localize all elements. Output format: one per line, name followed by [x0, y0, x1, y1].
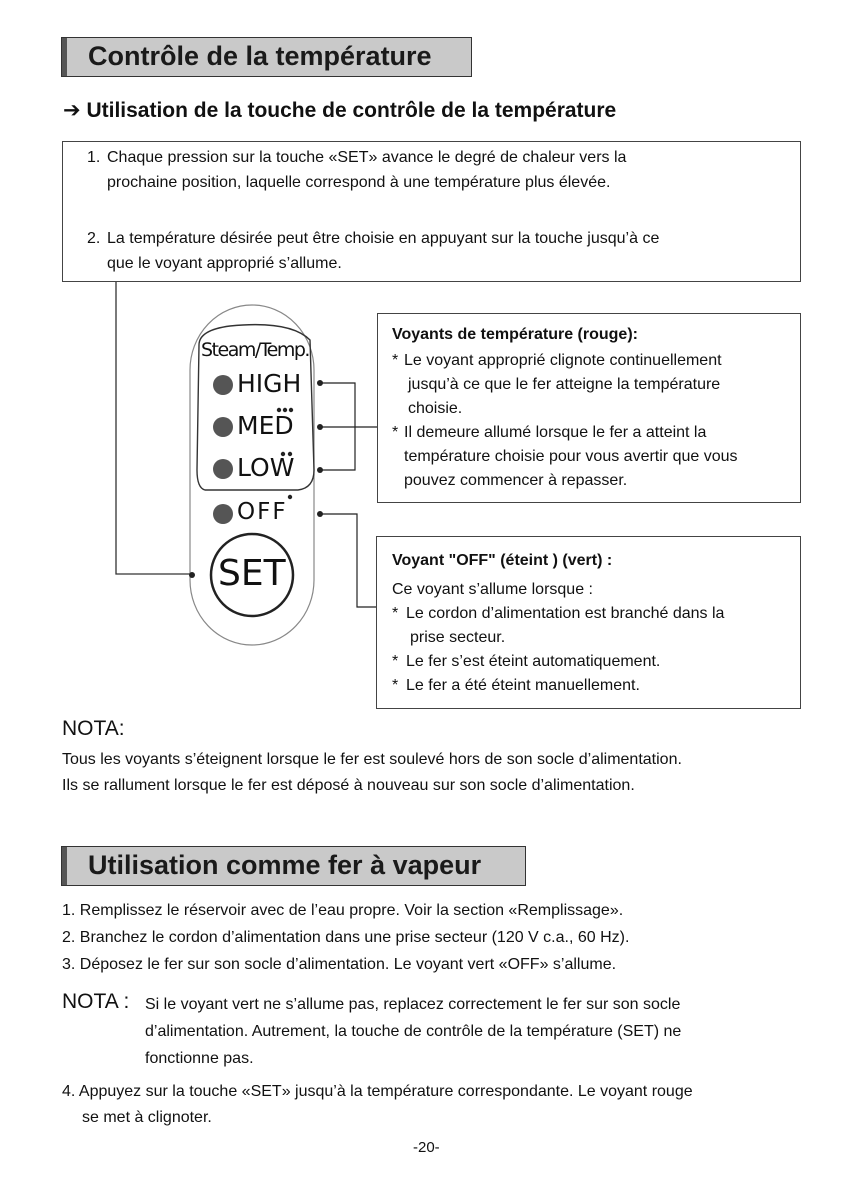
section-title-text: Contrôle de la température	[88, 41, 432, 71]
page-number: -20-	[413, 1139, 440, 1156]
step-4-line-2: se met à clignoter.	[82, 1109, 212, 1126]
green-box-intro: Ce voyant s’allume lorsque :	[392, 581, 593, 598]
panel-header: Steam/Temp.	[201, 339, 309, 361]
red-box-item-1-line-2: jusqu’à ce que le fer atteigne la température	[408, 376, 721, 393]
green-box-title: Voyant "OFF" (éteint ) (vert) :	[392, 552, 613, 569]
low-label: LOW	[237, 453, 295, 482]
nota2-line-3: fonctionne pas.	[145, 1050, 254, 1067]
step-4-line-1: 4. Appuyez sur la touche «SET» jusqu’à la température correspondante. Le voyant rouge	[62, 1083, 693, 1100]
instruction-1-num: 1.	[87, 149, 101, 166]
instruction-2-num: 2.	[87, 230, 101, 247]
red-box-item-2-line-1: Il demeure allumé lorsque le fer a atteint la	[404, 424, 707, 441]
green-indicator-info-box: Voyant "OFF" (éteint ) (vert) : Ce voyant s’allume lorsque : * Le cordon d’alimentation est branché dans la prise secteur. * Le fer s’est éteint automatiquement. * Le fer a été éteint manuellement.	[376, 536, 801, 709]
red-box-item-1-line-1: Le voyant approprié clignote continuellement	[404, 352, 722, 369]
med-label: MED	[237, 411, 294, 440]
nota2-line-2: d’alimentation. Autrement, la touche de contrôle de la température (SET) ne	[145, 1023, 682, 1040]
arrow-icon: ➔	[63, 99, 81, 122]
set-leader-line	[116, 282, 192, 574]
green-box-item-2-line-1: Le fer s’est éteint automatiquement.	[406, 653, 661, 670]
nota-label: NOTA:	[62, 717, 125, 740]
subheading-text: Utilisation de la touche de contrôle de la température	[86, 99, 617, 122]
off-label: OFF	[237, 499, 288, 525]
instruction-2-line-2: que le voyant approprié s’allume.	[107, 255, 342, 272]
step-3: 3. Déposez le fer sur son socle d’alimentation. Le voyant vert «OFF» s’allume.	[62, 956, 617, 973]
high-indicator	[213, 375, 233, 395]
red-box-item-2-line-3: pouvez commencer à repasser.	[404, 472, 628, 489]
nota-line-1: Tous les voyants s’éteignent lorsque le fer est soulevé hors de son socle d’alimentation.	[62, 751, 682, 768]
instruction-2-line-1: La température désirée peut être choisie en appuyant sur la touche jusqu’à ce	[107, 230, 660, 247]
red-box-item-1-line-3: choisie.	[408, 400, 463, 417]
red-indicator-info-box: Voyants de température (rouge): * Le voyant approprié clignote continuellement jusqu’à ce que le fer atteigne la température choisie. * Il demeure allumé lorsque le fer a atteint la température choisie pour vous avertir que vous pouvez commencer à repasser.	[377, 313, 801, 503]
nota2-line-1: Si le voyant vert ne s’allume pas, replacez correctement le fer sur son socle	[145, 996, 681, 1013]
low-indicator	[213, 459, 233, 479]
med-indicator	[213, 417, 233, 437]
set-button[interactable]: SET	[218, 553, 286, 594]
step-1: 1. Remplissez le réservoir avec de l’eau propre. Voir la section «Remplissage».	[62, 902, 624, 919]
section-title-steam-text: Utilisation comme fer à vapeur	[88, 850, 482, 880]
green-box-item-1-line-1: Le cordon d’alimentation est branché dans la	[406, 605, 725, 622]
off-indicator	[213, 504, 233, 524]
green-box-item-1-line-2: prise secteur.	[410, 629, 506, 646]
instruction-1-line-1: Chaque pression sur la touche «SET» avance le degré de chaleur vers la	[107, 149, 627, 166]
red-box-title: Voyants de température (rouge):	[392, 326, 638, 343]
nota2-label: NOTA :	[62, 990, 130, 1013]
nota-line-2: Ils se rallument lorsque le fer est déposé à nouveau sur son socle d’alimentation.	[62, 777, 635, 794]
section-title-steam	[61, 846, 526, 886]
high-label: HIGH	[237, 369, 302, 398]
green-box-item-3-line-1: Le fer a été éteint manuellement.	[406, 677, 640, 694]
instruction-1-line-2: prochaine position, laquelle correspond à une température plus élevée.	[107, 174, 611, 191]
red-box-item-2-line-2: température choisie pour vous avertir que vous	[404, 448, 738, 465]
step-2: 2. Branchez le cordon d’alimentation dans une prise secteur (120 V c.a., 60 Hz).	[62, 929, 630, 946]
